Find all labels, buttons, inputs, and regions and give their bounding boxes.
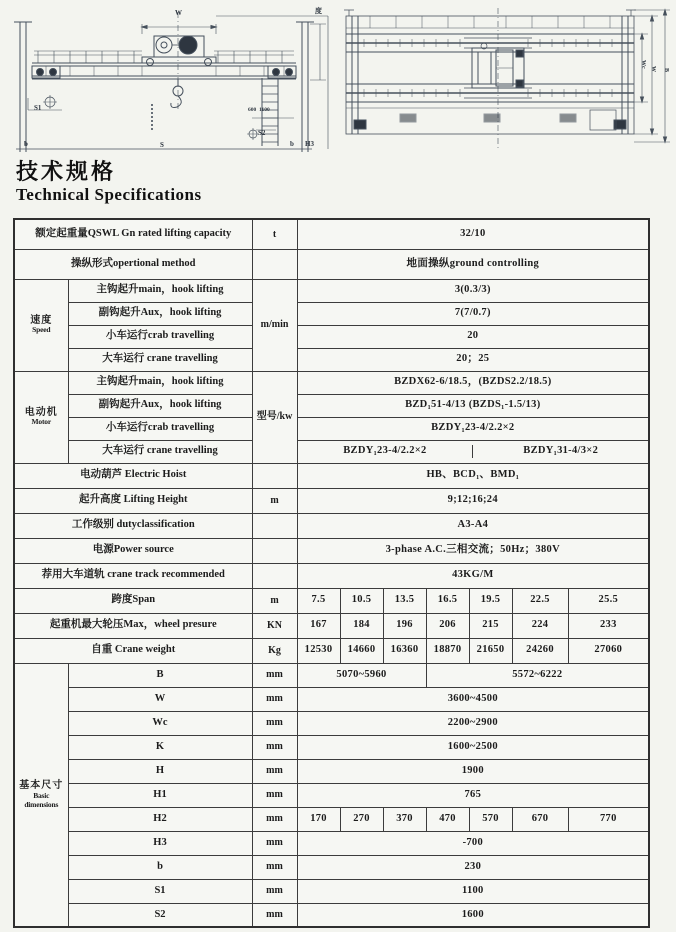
section-label-en2: dimensions — [24, 799, 59, 809]
row-dim-B — [14, 663, 649, 687]
value-cell: 13.5 — [383, 588, 426, 613]
unit-cell: mm — [252, 783, 297, 807]
value-cell: 470 — [426, 807, 469, 831]
row-label: S2 — [68, 903, 252, 927]
value-cell: 2200~2900 — [297, 711, 649, 735]
value-cell: 215 — [469, 613, 512, 638]
row-electric-hoist — [14, 463, 649, 488]
row-dim-Wc — [14, 711, 649, 735]
plan-dim-label-b: B — [663, 68, 669, 73]
value-cell: 地面操纵ground controlling — [297, 249, 649, 279]
row-label: Wc — [68, 711, 252, 735]
value-cell: 1900 — [297, 759, 649, 783]
row-label: 跨度Span — [14, 588, 252, 613]
value-cell: -700 — [297, 831, 649, 855]
row-span — [14, 588, 649, 613]
row-label: K — [68, 735, 252, 759]
value-cell: 19.5 — [469, 588, 512, 613]
unit-cell — [252, 513, 297, 538]
value-cell: 9;12;16;24 — [297, 488, 649, 513]
unit-cell: m/min — [252, 279, 297, 371]
row-lifting-height — [14, 488, 649, 513]
unit-cell: mm — [252, 879, 297, 903]
value-cell: HB、BCD₁、BMD₁ — [297, 463, 649, 488]
row-label: 操纵形式opertional method — [14, 249, 252, 279]
value-cell: 765 — [297, 783, 649, 807]
unit-cell — [252, 563, 297, 588]
value-cell: 570 — [469, 807, 512, 831]
row-speed-crane — [14, 348, 649, 371]
value-cell: 43KG/M — [297, 563, 649, 588]
front-dim-label-ladder: 600 1100 — [248, 107, 270, 113]
plan-dim-label-wc: Wc — [640, 60, 646, 69]
row-label: 大车运行 crane travelling — [68, 348, 252, 371]
value-cell: 20 — [297, 325, 649, 348]
unit-cell — [252, 249, 297, 279]
value-cell: BZD₁51-4/13 (BZDS₁-1.5/13) — [297, 394, 649, 417]
front-dim-label-b-right: b — [290, 140, 294, 148]
value-cell: 16360 — [383, 638, 426, 663]
value-cell: 270 — [340, 807, 383, 831]
value-cell: 167 — [297, 613, 340, 638]
row-label: b — [68, 855, 252, 879]
unit-cell: mm — [252, 759, 297, 783]
value-cell: 184 — [340, 613, 383, 638]
row-label: 工作级别 dutyclassification — [14, 513, 252, 538]
title-block — [16, 160, 202, 205]
crane-plan-view-drawing — [338, 2, 676, 156]
unit-cell — [252, 538, 297, 563]
row-label: 副钩起升Aux，hook lifting — [68, 302, 252, 325]
front-dim-label-height: 度 — [315, 7, 322, 15]
section-label-en: Speed — [32, 325, 51, 335]
unit-cell: 型号/kw — [252, 371, 297, 463]
value-cell: 27060 — [568, 638, 649, 663]
row-label: H3 — [68, 831, 252, 855]
row-label: 小车运行crab travelling — [68, 325, 252, 348]
row-label: 额定起重量QSWL Gn rated lifting capacity — [14, 219, 252, 249]
row-label: B — [68, 663, 252, 687]
value-cell: 24260 — [512, 638, 568, 663]
page-title-zh: 技术规格 — [16, 159, 117, 184]
value-cell: BZDY₁23-4/2.2×2 — [297, 417, 649, 440]
value-cell: 196 — [383, 613, 426, 638]
row-label: 荐用大车道轨 crane track recommended — [14, 563, 252, 588]
value-cell: 1100 — [297, 879, 649, 903]
unit-cell: mm — [252, 735, 297, 759]
value-cell: 370 — [383, 807, 426, 831]
value-cell: 18870 — [426, 638, 469, 663]
front-dim-label-h3: H3 — [305, 140, 314, 148]
section-basic-dimensions — [14, 663, 68, 927]
value-cell: 7.5 — [297, 588, 340, 613]
row-duty-classification — [14, 513, 649, 538]
unit-cell: m — [252, 588, 297, 613]
front-dim-label-s1: S1 — [34, 104, 42, 112]
value-cell: 224 — [512, 613, 568, 638]
value-left: BZDY₁23-4/2.2×2 — [298, 445, 474, 457]
row-label: 副钩起升Aux，hook lifting — [68, 394, 252, 417]
value-right: 5572~6222 — [426, 663, 649, 687]
front-dim-label-w: W — [175, 9, 182, 17]
value-cell: 25.5 — [568, 588, 649, 613]
row-wheel-pressure — [14, 613, 649, 638]
row-label: H2 — [68, 807, 252, 831]
section-label-en: Basic — [33, 790, 50, 800]
unit-cell: mm — [252, 903, 297, 927]
value-cell: 20；25 — [297, 348, 649, 371]
value-cell — [297, 440, 649, 463]
row-dim-H — [14, 759, 649, 783]
row-label: 小车运行crab travelling — [68, 417, 252, 440]
spec-table — [13, 218, 650, 928]
row-label: 起升高度 Lifting Height — [14, 488, 252, 513]
value-cell: 233 — [568, 613, 649, 638]
row-speed-main-hook — [14, 279, 649, 302]
section-speed — [14, 279, 68, 371]
unit-cell: KN — [252, 613, 297, 638]
value-cell: 3(0.3/3) — [297, 279, 649, 302]
row-label: 自重 Crane weight — [14, 638, 252, 663]
row-rated-capacity — [14, 219, 649, 249]
unit-cell — [252, 463, 297, 488]
section-motor — [14, 371, 68, 463]
row-motor-crab — [14, 417, 649, 440]
row-dim-W — [14, 687, 649, 711]
row-label: H — [68, 759, 252, 783]
row-power-source — [14, 538, 649, 563]
unit-cell: mm — [252, 711, 297, 735]
row-motor-aux-hook — [14, 394, 649, 417]
unit-cell: t — [252, 219, 297, 249]
row-speed-crab — [14, 325, 649, 348]
value-cell: 170 — [297, 807, 340, 831]
row-operational-method — [14, 249, 649, 279]
value-cell: 206 — [426, 613, 469, 638]
value-right: BZDY₁31-4/3×2 — [523, 445, 599, 457]
value-cell: 770 — [568, 807, 649, 831]
value-cell: 1600 — [297, 903, 649, 927]
plan-dim-label-w: W — [650, 66, 656, 72]
value-cell: 10.5 — [340, 588, 383, 613]
row-dim-b — [14, 855, 649, 879]
row-motor-crane — [14, 440, 649, 463]
value-cell: A3-A4 — [297, 513, 649, 538]
row-dim-S2 — [14, 903, 649, 927]
section-label-zh: 电动机 — [24, 406, 58, 418]
row-dim-H2 — [14, 807, 649, 831]
row-label: 电源Power source — [14, 538, 252, 563]
value-cell: 16.5 — [426, 588, 469, 613]
section-label-en: Motor — [31, 417, 51, 427]
row-label: S1 — [68, 879, 252, 903]
crane-front-view-drawing — [6, 6, 332, 158]
row-label: 主钩起升main，hook lifting — [68, 371, 252, 394]
value-cell: 3600~4500 — [297, 687, 649, 711]
row-crane-track — [14, 563, 649, 588]
front-dim-label-span: S — [160, 141, 164, 149]
drawings-area — [0, 0, 676, 158]
section-label-zh: 速度 — [30, 314, 53, 326]
value-cell: 7(7/0.7) — [297, 302, 649, 325]
row-crane-weight — [14, 638, 649, 663]
row-label: 电动葫芦 Electric Hoist — [14, 463, 252, 488]
section-label-zh: 基本尺寸 — [19, 780, 64, 792]
row-label: W — [68, 687, 252, 711]
unit-cell: mm — [252, 687, 297, 711]
value-cell: 670 — [512, 807, 568, 831]
row-dim-S1 — [14, 879, 649, 903]
row-dim-H3 — [14, 831, 649, 855]
row-label: 主钩起升main，hook lifting — [68, 279, 252, 302]
row-dim-H1 — [14, 783, 649, 807]
value-cell: 3-phase A.C.三相交流；50Hz；380V — [297, 538, 649, 563]
unit-cell: mm — [252, 855, 297, 879]
unit-cell: mm — [252, 831, 297, 855]
unit-cell: Kg — [252, 638, 297, 663]
value-cell: 21650 — [469, 638, 512, 663]
value-cell: 1600~2500 — [297, 735, 649, 759]
row-speed-aux-hook — [14, 302, 649, 325]
unit-cell: m — [252, 488, 297, 513]
value-left: 5070~5960 — [297, 663, 426, 687]
front-dim-label-s2: S2 — [258, 129, 266, 137]
value-cell: BZDX62-6/18.5，(BZDS2.2/18.5) — [297, 371, 649, 394]
row-motor-main-hook — [14, 371, 649, 394]
row-dim-K — [14, 735, 649, 759]
page-title-en: Technical Specifications — [16, 185, 202, 205]
row-label: 起重机最大轮压Max，wheel presure — [14, 613, 252, 638]
unit-cell: mm — [252, 663, 297, 687]
row-label: 大车运行 crane travelling — [68, 440, 252, 463]
value-cell: 12530 — [297, 638, 340, 663]
value-cell: 32/10 — [297, 219, 649, 249]
unit-cell: mm — [252, 807, 297, 831]
value-cell: 230 — [297, 855, 649, 879]
row-label: H1 — [68, 783, 252, 807]
value-cell: 22.5 — [512, 588, 568, 613]
value-cell: 14660 — [340, 638, 383, 663]
front-dim-label-b-left: b — [24, 140, 28, 148]
